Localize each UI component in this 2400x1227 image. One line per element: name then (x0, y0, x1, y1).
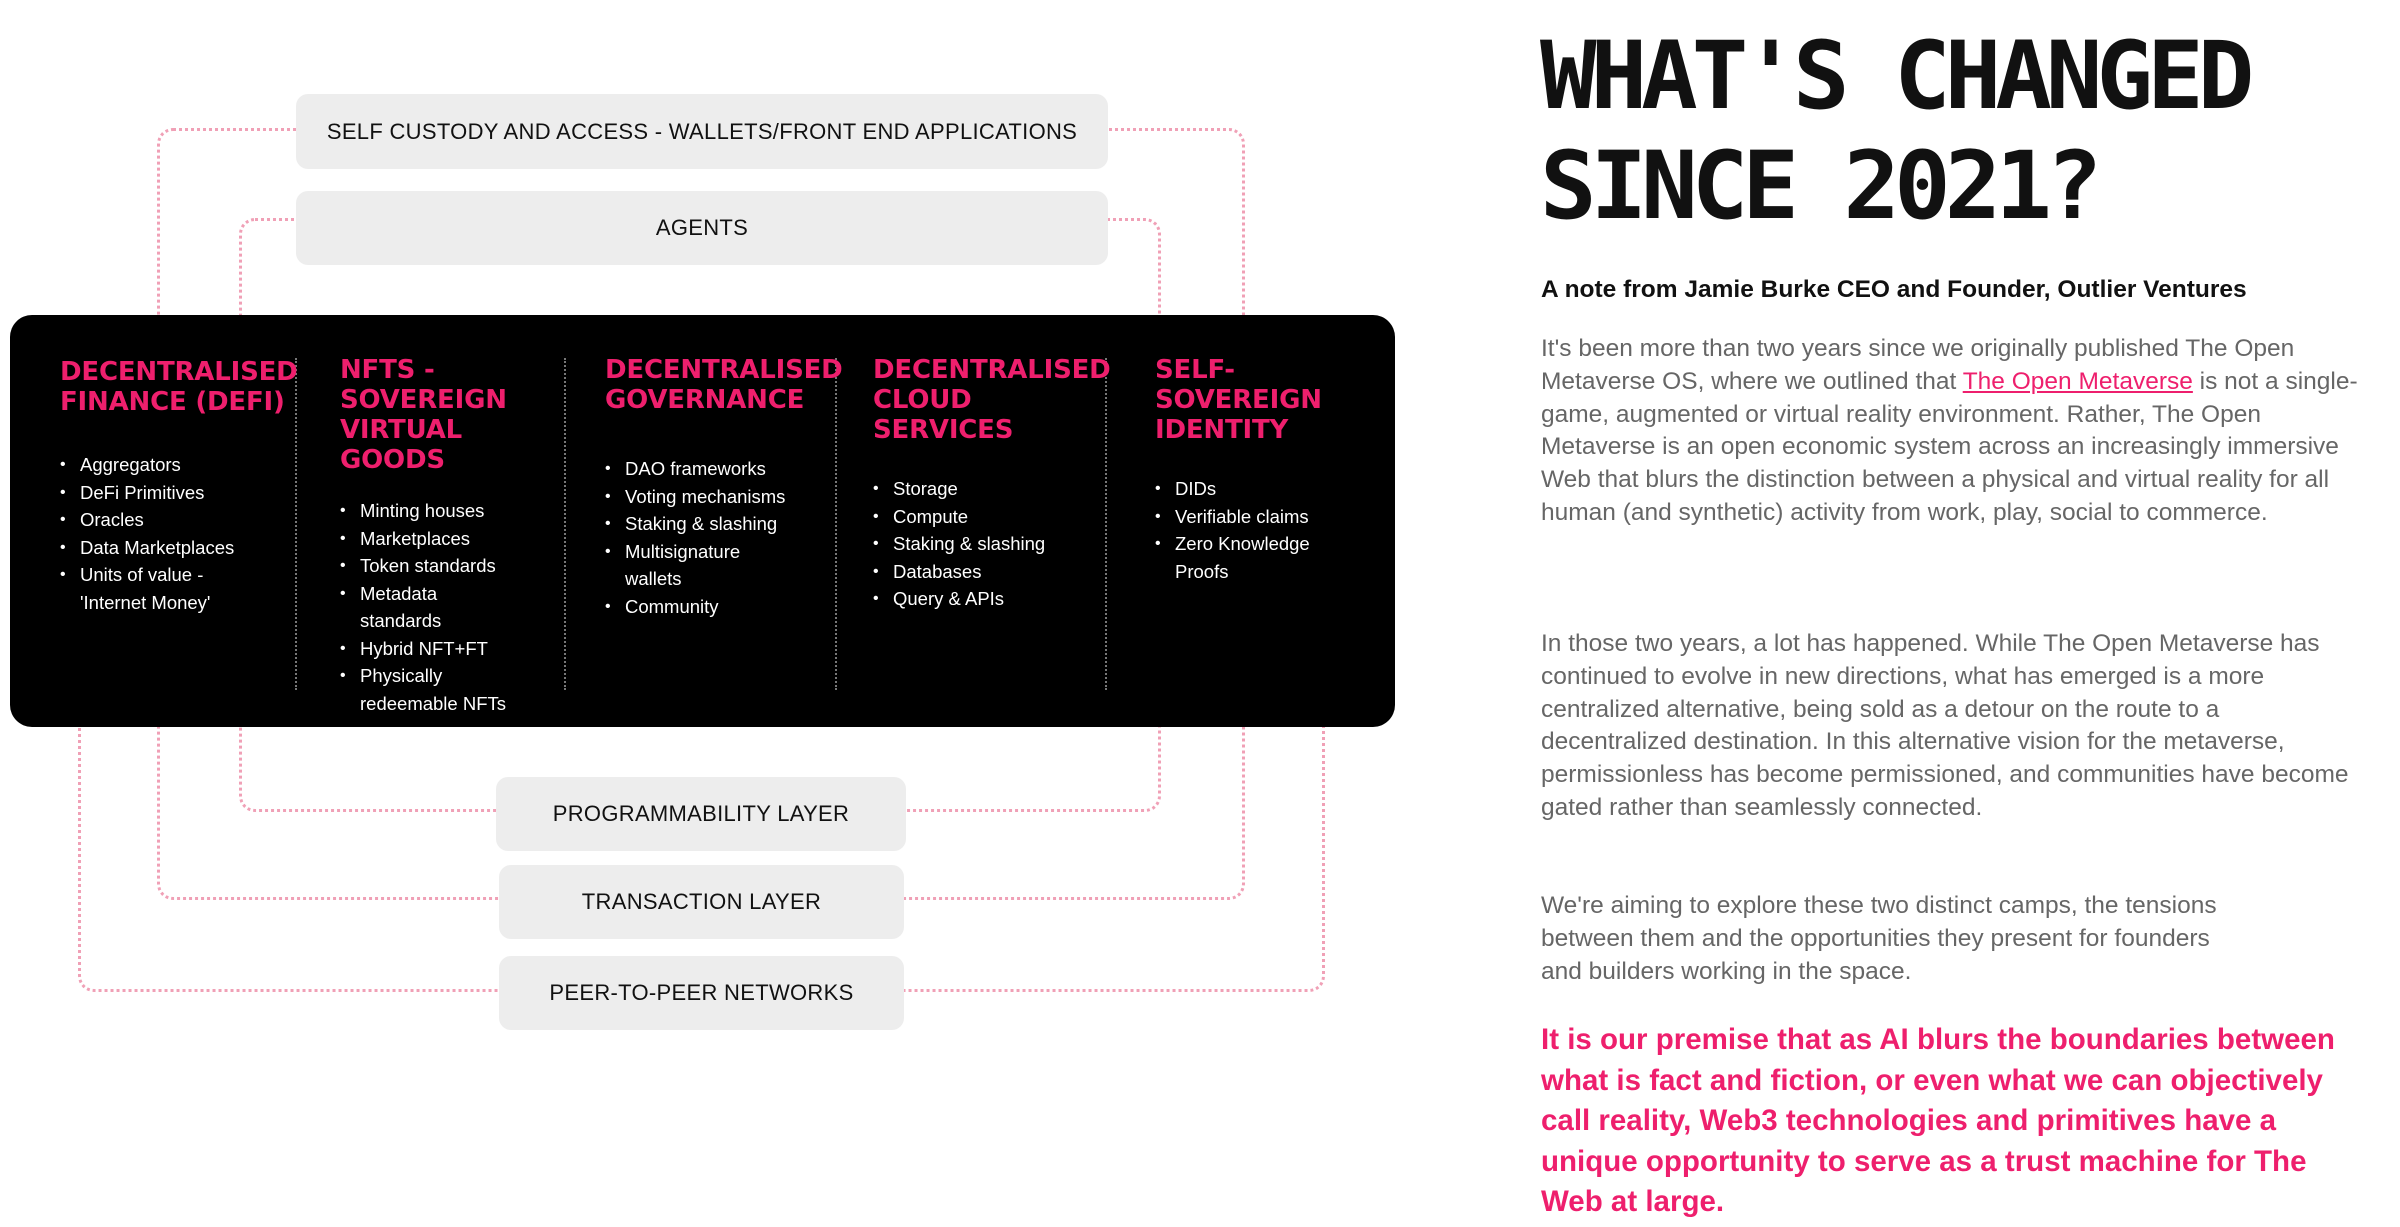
column-title: DECENTRALISED GOVERNANCE (605, 355, 843, 415)
list-item: • Staking & slashing (605, 510, 830, 538)
column-defi (60, 355, 298, 616)
column-title: SELF-SOVEREIGN IDENTITY (1155, 355, 1322, 445)
column-title: NFTS - SOVEREIGN VIRTUAL GOODS (340, 355, 507, 475)
list-item: • Data Marketplaces (60, 534, 290, 562)
list-item: • Compute (873, 503, 1098, 531)
list-item: • Aggregators (60, 451, 290, 479)
paragraph-3: We're aiming to explore these two distinct camps, the tensions between them and the opportunities they present for founders and builders working in the space. (1541, 892, 2217, 985)
layer-transaction: TRANSACTION LAYER (499, 865, 904, 939)
list-item: • Staking & slashing (873, 530, 1098, 558)
list-item: • Databases (873, 558, 1098, 586)
list-item: • Token standards (340, 552, 560, 580)
paragraph-2: In those two years, a lot has happened. While The Open Metaverse has continued to evolve in new directions, what has emerged is a more centralized alternative, being sold as a detour on the route to a decentralized destination. In this alternative vision for the metaverse, permissionless has become permissioned, and communities have become gated rather than seamlessly connected. (1541, 630, 2349, 821)
list-item: • Zero Knowledge Proofs (1155, 530, 1350, 585)
layer-agents: AGENTS (296, 191, 1108, 265)
column-nfts (340, 355, 560, 717)
list-item: • DAO frameworks (605, 455, 830, 483)
column-separator (564, 358, 566, 690)
layer-p2p-networks: PEER-TO-PEER NETWORKS (499, 956, 904, 1030)
column-separator (1105, 358, 1107, 690)
layer-self-custody: SELF CUSTODY AND ACCESS - WALLETS/FRONT END APPLICATIONS (296, 94, 1108, 169)
list-item: • DeFi Primitives (60, 479, 290, 507)
paragraph-text: is not a single-game, augmented or virtual reality environment. Rather, The Open Metaverse is an open economic system across an increasingly immersive Web that blurs the distinction between a physical and virtual reality for all human (and synthetic) activity from work, play, social to commerce. (1541, 367, 2358, 526)
list-item: • Hybrid NFT+FT (340, 635, 560, 663)
list-item: • DIDs (1155, 475, 1365, 503)
list-item: • Minting houses (340, 497, 560, 525)
paragraph-1 (1541, 333, 2361, 530)
subtitle: A note from Jamie Burke CEO and Founder, Outlier Ventures (1541, 276, 2247, 303)
layer-programmability: PROGRAMMABILITY LAYER (496, 777, 906, 851)
column-title: DECENTRALISED FINANCE (DEFI) (60, 357, 298, 417)
list-item: • Metadata standards (340, 580, 480, 635)
title-line-1: WHAT'S CHANGED (1540, 22, 2249, 131)
list-item: • Verifiable claims (1155, 503, 1365, 531)
column-governance (605, 355, 843, 620)
column-identity (1155, 355, 1365, 585)
column-separator (295, 358, 297, 690)
premise-statement: It is our premise that as AI blurs the boundaries between what is fact and fiction, or even what we can objectively call reality, Web3 technologies and primitives have a unique opportunity to serve as a trust machine for The Web at large. (1541, 1023, 2335, 1218)
paragraph-text: It's been more than two years since we originally published The Open Metaverse OS, where we outlined that (1541, 335, 2295, 395)
open-metaverse-link[interactable]: The Open Metaverse (1962, 367, 2193, 395)
list-item: • Multisignature wallets (605, 538, 775, 593)
list-item: • Oracles (60, 506, 290, 534)
list-item: • Storage (873, 475, 1098, 503)
column-separator (835, 358, 837, 690)
list-item: • Voting mechanisms (605, 483, 830, 511)
column-title: DECENTRALISED CLOUD SERVICES (873, 355, 1111, 445)
column-cloud (873, 355, 1111, 613)
list-item: • Query & APIs (873, 585, 1098, 613)
title-line-2: SINCE 2021? (1540, 132, 2097, 241)
list-item: • Units of value - 'Internet Money' (60, 561, 250, 616)
list-item: • Physically redeemable NFTs (340, 662, 540, 717)
page-title (1540, 22, 2390, 242)
list-item: • Community (605, 593, 830, 621)
list-item: • Marketplaces (340, 525, 560, 553)
